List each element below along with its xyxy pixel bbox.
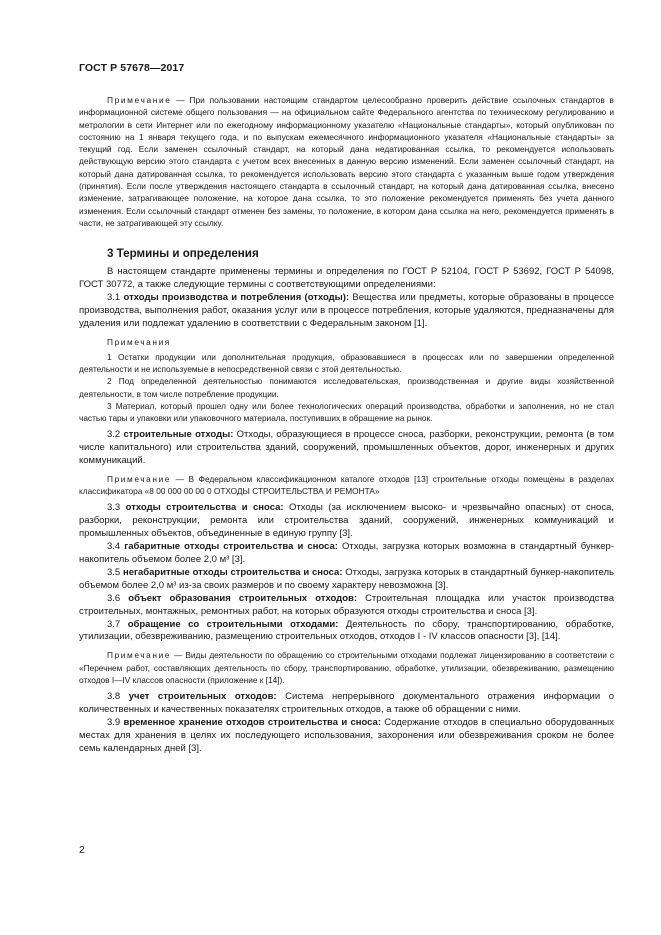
section-title: 3 Термины и определения bbox=[107, 247, 259, 261]
term-definition: Строительная площадка или участок производства строительных, монтажных, ремонтных работ, на которых образуются отходы строительства и сноса [3]. bbox=[79, 592, 614, 617]
term-3-4 bbox=[79, 541, 614, 567]
term-name: габаритные отходы строительства и сноса: bbox=[124, 541, 338, 553]
term-definition: Отходы (за исключением высоко- и чрезвычайно опасных) от сноса, разборки, реконструкции, ремонта или строительства зданий, сооружений, инженерных коммуникаций и промышленных объектов, объединенные в единую группу [3]. bbox=[79, 502, 614, 540]
term-number: 3.9 bbox=[107, 716, 124, 728]
term-name: отходы строительства и сноса: bbox=[125, 502, 284, 514]
note-label: Примечание bbox=[107, 95, 172, 105]
term-definition: Отходы, загрузка которых в стандартный бункер-накопитель объемом более 2,0 м³ из-за своих размеров и по своему характеру невозможна [3]. bbox=[79, 566, 614, 591]
term-3-9 bbox=[79, 717, 614, 756]
term-name: строительные отходы: bbox=[123, 429, 234, 441]
term-number: 3.5 bbox=[107, 566, 123, 578]
term-number: 3.4 bbox=[107, 541, 125, 553]
term-name: временное хранение отходов строительства и сноса: bbox=[123, 716, 381, 728]
term-name: отходы производства и потребления (отходы): bbox=[123, 292, 350, 304]
note-3-2 bbox=[79, 473, 614, 497]
term-number: 3.7 bbox=[107, 618, 128, 630]
term-number: 3.8 bbox=[107, 690, 129, 702]
notes-label-text: Примечания bbox=[107, 336, 171, 347]
term-name: негабаритные отходы строительства и сноса: bbox=[122, 566, 343, 578]
term-3-5 bbox=[79, 567, 614, 593]
note-label: Примечание bbox=[107, 473, 172, 484]
note-label: Примечание bbox=[107, 650, 172, 661]
term-3-7 bbox=[79, 619, 614, 645]
term-definition: Отходы, образующиеся в процессе сноса, разборки, реконструкции, ремонта (в том числе капитального) или строительства зданий, сооружений, промышленных объектов, дорог, инженерных и других коммуникаций. bbox=[79, 429, 614, 467]
section-intro: В настоящем стандарте применены термины и определения по ГОСТ Р 52104, ГОСТ Р 53692, ГОСТ Р 54098, ГОСТ 30772, а также следующие термины с соответствующими определениями: bbox=[79, 266, 614, 291]
page-number: 2 bbox=[79, 844, 85, 856]
term-definition: Содержание отходов в специально оборудованных местах для хранения в целях их последующего использования, захоронения или обезвреживания сроком не более семь календарных дней [3]. bbox=[79, 716, 614, 754]
note-text: — Виды деятельности по обращению со строительными отходами подлежат лицензированию в соответствии с «Перечнем работ, составляющих деятельность по сбору, транспортированию, обработке, утилизации, обезвреживанию, размещению отходов I—IV классов опасности (приложение к [14]). bbox=[79, 650, 614, 685]
term-definition: Вещества или предметы, которые образованы в процессе производства, выполнения работ, оказания услуг или в процессе потребления, которые удаляются, предназначены для удаления или подлежат удалению в соответствии с Федеральным законом [1]. bbox=[79, 292, 614, 329]
reference-note bbox=[79, 94, 614, 229]
term-3-6 bbox=[79, 593, 614, 619]
term-number: 3.2 bbox=[107, 429, 124, 441]
term-3-3 bbox=[79, 502, 614, 541]
term-definition: Система непрерывного документального отражения информации о количественных и качественных показателях строительных отходов, а также об обращении с ними. bbox=[79, 690, 614, 715]
term-3-1 bbox=[79, 292, 614, 331]
document-header: ГОСТ Р 57678—2017 bbox=[79, 62, 185, 74]
notes-label bbox=[79, 336, 614, 348]
note-1: 1 Остатки продукции или дополнительная продукция, образовавшиеся в процессах или по завершении определенной деятельности и не используемые в непосредственной связи с этой деятельностью. bbox=[79, 352, 614, 375]
term-definition: Отходы, загрузка которых возможна в стандартный бункер-накопитель объемом более 2,0 м³ [3]. bbox=[79, 541, 614, 565]
term-3-2 bbox=[79, 429, 614, 468]
term-name: объект образования строительных отходов: bbox=[128, 592, 358, 604]
term-3-8 bbox=[79, 691, 614, 717]
note-3-7 bbox=[79, 649, 614, 686]
term-number: 3.3 bbox=[107, 502, 126, 514]
term-definition: Деятельность по сбору, транспортированию, обработке, утилизации, обезвреживанию, размещению строительных отходов, отходов I - IV классов опасности [3], [14]. bbox=[79, 618, 614, 643]
term-number: 3.1 bbox=[107, 292, 124, 304]
term-name: обращение со строительными отходами: bbox=[127, 618, 339, 630]
document-page bbox=[79, 62, 614, 755]
note-text: — При пользовании настоящим стандартом целесообразно проверить действие ссылочных стандартов в информационной системе общего пользования — на официальном сайте Федерального агентства по техническому регулированию и метрологии в сети Интернет или по ежегодному информационному указателю «Национальные стандарты», который опубликован по состоянию на 1 января текущего года, и по выпускам ежемесячного информационного указателя «Национальные стандарты» за текущий год. Если заменен ссылочный стандарт, на который дана недатированная ссылка, то рекомендуется использовать действующую версию этого стандарта с учетом всех внесенных в данную версию изменений. Если заменен ссылочный стандарт, на который дана датированная ссылка, то рекомендуется использовать версию этого стандарта с указанным выше годом утверждения (принятия). Если после утверждения настоящего стандарта в ссылочный стандарт, на который дана датированная ссылка, внесено изменение, затрагивающее положение, на которое дана ссылка, то это положение рекомендуется применять без учета данного изменения. Если ссылочный стандарт отменен без замены, то положение, в котором дана ссылка на него, рекомендуется применять в части, не затрагивающей эту ссылку. bbox=[79, 95, 614, 228]
term-number: 3.6 bbox=[107, 592, 129, 604]
note-3: 3 Материал, который прошел одну или более технологических операций производства, обработки и заполнения, но не стал частью тары и упаковки или упаковочного материала, поступивших в обращение на рынок. bbox=[79, 400, 614, 424]
term-name: учет строительных отходов: bbox=[128, 690, 277, 702]
note-2: 2 Под определенной деятельностью понимаются исследовательская, производственная и другие виды хозяйственной деятельности, в том числе потребление продукции. bbox=[79, 376, 614, 399]
note-text: — В Федеральном классификационном каталоге отходов [13] строительные отходы помещены в разделах классификатора «8 00 000 00 00 0 ОТХОДЫ СТРОИТЕЛЬСТВА И РЕМОНТА» bbox=[79, 473, 614, 497]
